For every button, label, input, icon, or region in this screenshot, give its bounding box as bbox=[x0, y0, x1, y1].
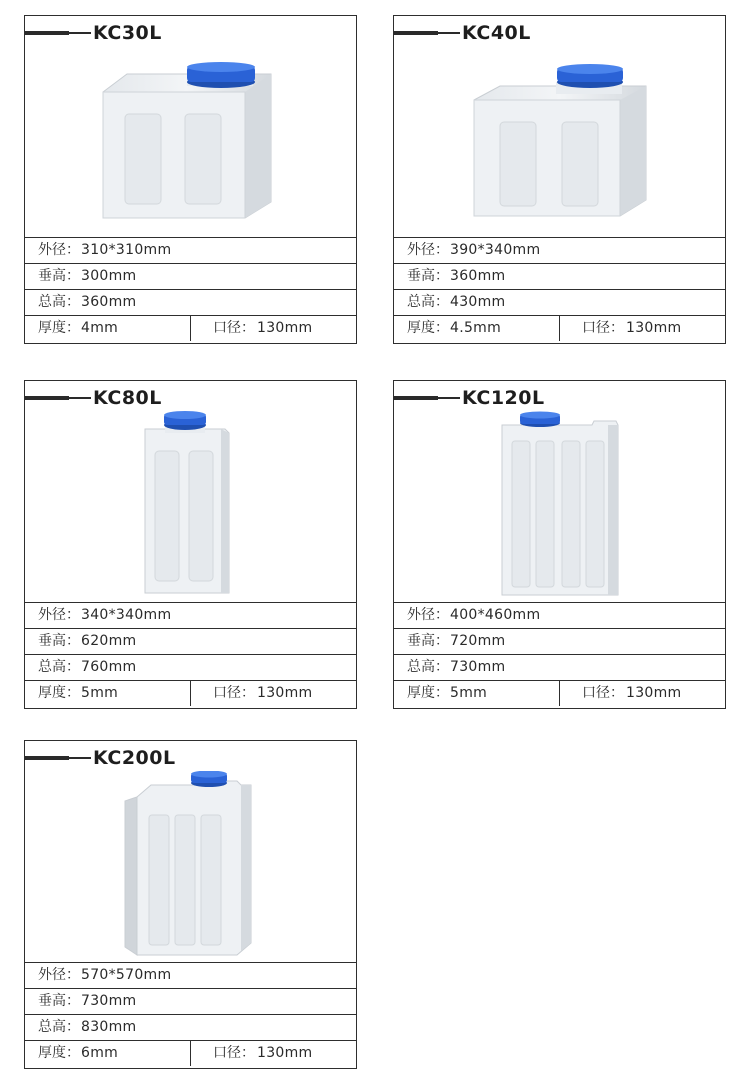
spec-table bbox=[25, 237, 356, 341]
spec-row-total bbox=[25, 654, 356, 680]
tank-image bbox=[496, 411, 626, 597]
spec-row-total bbox=[25, 289, 356, 315]
spec-value: 130mm bbox=[257, 685, 313, 701]
spec-row-total bbox=[25, 1014, 356, 1040]
spec-value: 5mm bbox=[81, 685, 119, 701]
spec-value: 130mm bbox=[626, 320, 682, 336]
spec-label: 垂高： bbox=[38, 268, 80, 284]
spec-label: 外径： bbox=[407, 607, 449, 623]
spec-label: 厚度： bbox=[407, 685, 449, 701]
product-photo bbox=[25, 741, 356, 962]
spec-label: 垂高： bbox=[38, 993, 80, 1009]
spec-value: 620mm bbox=[81, 633, 137, 649]
spec-value: 730mm bbox=[450, 659, 506, 675]
spec-value: 5mm bbox=[450, 685, 488, 701]
product-photo bbox=[394, 381, 725, 602]
spec-value: 730mm bbox=[81, 993, 137, 1009]
spec-value: 360mm bbox=[81, 294, 137, 310]
product-card-kc80l bbox=[24, 380, 357, 709]
spec-label: 口径： bbox=[582, 320, 624, 336]
spec-label: 口径： bbox=[213, 685, 255, 701]
spec-row-thickness-mouth bbox=[394, 315, 725, 341]
spec-value: 340*340mm bbox=[81, 607, 172, 623]
spec-value: 130mm bbox=[257, 320, 313, 336]
spec-label: 外径： bbox=[38, 607, 80, 623]
spec-row-outer bbox=[25, 237, 356, 263]
spec-row-height bbox=[25, 263, 356, 289]
spec-row-height bbox=[394, 628, 725, 654]
spec-row-height bbox=[25, 628, 356, 654]
spec-row-thickness-mouth bbox=[25, 680, 356, 706]
model-name: KC200L bbox=[93, 747, 176, 769]
product-card-kc30l bbox=[24, 15, 357, 344]
spec-value: 4.5mm bbox=[450, 320, 502, 336]
spec-label: 外径： bbox=[38, 967, 80, 983]
tank-image bbox=[137, 411, 237, 597]
spec-cell-mouth bbox=[190, 1041, 357, 1066]
spec-row-height bbox=[25, 988, 356, 1014]
spec-label: 厚度： bbox=[38, 685, 80, 701]
spec-row-height bbox=[394, 263, 725, 289]
spec-label: 总高： bbox=[38, 1019, 80, 1035]
spec-table bbox=[394, 602, 725, 706]
spec-cell-mouth bbox=[190, 681, 357, 706]
spec-row-outer bbox=[394, 602, 725, 628]
model-name: KC120L bbox=[462, 387, 545, 409]
spec-row-outer bbox=[25, 602, 356, 628]
spec-table bbox=[25, 602, 356, 706]
spec-cell-mouth bbox=[190, 316, 357, 341]
spec-label: 垂高： bbox=[38, 633, 80, 649]
tank-image bbox=[117, 771, 267, 957]
spec-label: 厚度： bbox=[38, 1045, 80, 1061]
spec-value: 130mm bbox=[257, 1045, 313, 1061]
spec-value: 390*340mm bbox=[450, 242, 541, 258]
spec-value: 310*310mm bbox=[81, 242, 172, 258]
spec-label: 总高： bbox=[38, 659, 80, 675]
spec-value: 430mm bbox=[450, 294, 506, 310]
model-name: KC30L bbox=[93, 22, 162, 44]
spec-value: 300mm bbox=[81, 268, 137, 284]
spec-label: 总高： bbox=[407, 659, 449, 675]
spec-value: 720mm bbox=[450, 633, 506, 649]
tank-image bbox=[470, 52, 650, 222]
spec-row-outer bbox=[394, 237, 725, 263]
spec-row-total bbox=[394, 289, 725, 315]
spec-row-thickness-mouth bbox=[394, 680, 725, 706]
model-name: KC80L bbox=[93, 387, 162, 409]
spec-label: 口径： bbox=[213, 1045, 255, 1061]
spec-label: 垂高： bbox=[407, 268, 449, 284]
spec-label: 总高： bbox=[407, 294, 449, 310]
product-photo bbox=[25, 16, 356, 237]
spec-value: 4mm bbox=[81, 320, 119, 336]
spec-label: 垂高： bbox=[407, 633, 449, 649]
spec-value: 830mm bbox=[81, 1019, 137, 1035]
spec-label: 厚度： bbox=[38, 320, 80, 336]
spec-table bbox=[25, 962, 356, 1066]
spec-row-total bbox=[394, 654, 725, 680]
spec-row-thickness-mouth bbox=[25, 1040, 356, 1066]
spec-table bbox=[394, 237, 725, 341]
spec-value: 6mm bbox=[81, 1045, 119, 1061]
spec-value: 570*570mm bbox=[81, 967, 172, 983]
spec-value: 360mm bbox=[450, 268, 506, 284]
spec-label: 口径： bbox=[582, 685, 624, 701]
product-card-kc40l bbox=[393, 15, 726, 344]
product-card-kc200l bbox=[24, 740, 357, 1069]
tank-image bbox=[95, 52, 275, 222]
spec-cell-mouth bbox=[559, 316, 726, 341]
product-card-kc120l bbox=[393, 380, 726, 709]
spec-label: 外径： bbox=[407, 242, 449, 258]
spec-row-outer bbox=[25, 962, 356, 988]
spec-label: 总高： bbox=[38, 294, 80, 310]
spec-cell-mouth bbox=[559, 681, 726, 706]
spec-value: 760mm bbox=[81, 659, 137, 675]
product-photo bbox=[25, 381, 356, 602]
product-photo bbox=[394, 16, 725, 237]
spec-value: 130mm bbox=[626, 685, 682, 701]
spec-value: 400*460mm bbox=[450, 607, 541, 623]
spec-label: 厚度： bbox=[407, 320, 449, 336]
model-name: KC40L bbox=[462, 22, 531, 44]
spec-label: 口径： bbox=[213, 320, 255, 336]
spec-label: 外径： bbox=[38, 242, 80, 258]
spec-row-thickness-mouth bbox=[25, 315, 356, 341]
